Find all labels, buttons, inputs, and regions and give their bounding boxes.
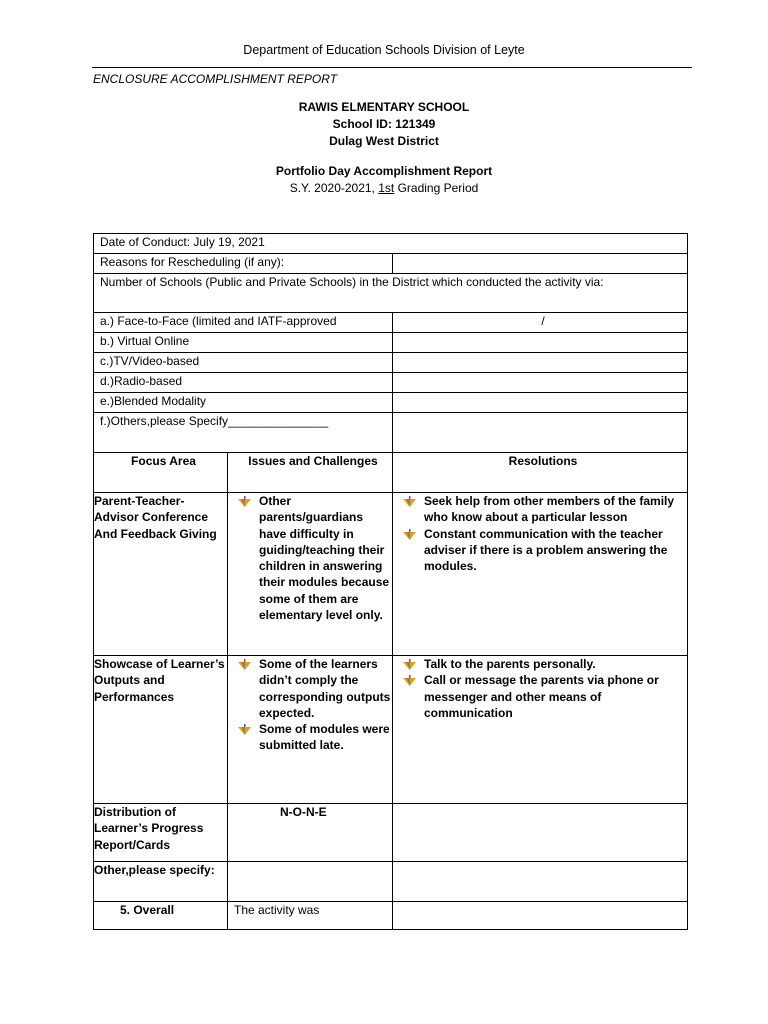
modality-label: b.) Virtual Online: [94, 333, 393, 353]
department-header: Department of Education Schools Division of Leyte: [243, 43, 525, 57]
resolutions-cell: [393, 862, 688, 902]
date-of-conduct: Date of Conduct: July 19, 2021: [94, 234, 688, 254]
resolutions-cell: [393, 902, 688, 930]
table-row: [94, 333, 688, 353]
report-title: Portfolio Day Accomplishment Report: [275, 164, 493, 178]
table-row: [94, 313, 688, 333]
table-row: [94, 274, 688, 313]
header-divider: [92, 67, 692, 68]
arrow-bullet-icon: [403, 529, 416, 540]
resolutions-cell: [393, 493, 688, 656]
issues-cell: [228, 656, 393, 804]
modality-label: a.) Face-to-Face (limited and IATF-approved: [94, 313, 393, 333]
modality-value: /: [393, 313, 688, 333]
arrow-bullet-icon: [403, 675, 416, 686]
school-id: School ID: 121349: [332, 117, 436, 131]
list-item: Talk to the parents personally.: [399, 656, 687, 672]
table-header-row: [94, 453, 688, 493]
arrow-bullet-icon: [403, 496, 416, 507]
table-row: [94, 353, 688, 373]
arrow-bullet-icon: [238, 659, 251, 670]
sy-prefix: S.Y. 2020-2021,: [289, 181, 379, 195]
list-item: Some of the learners didn’t comply the corresponding outputs expected.: [234, 656, 392, 721]
focus-area-cell: Showcase of Learner’s Outputs and Performances: [94, 656, 228, 804]
school-name: RAWIS ELMENTARY SCHOOL: [298, 100, 470, 114]
list-item: Constant communication with the teacher adviser if there is a problem answering the modules.: [399, 526, 687, 575]
list-item: Other parents/guardians have difficulty in guiding/teaching their children in answering their modules because some of them are elementary level only.: [234, 493, 392, 623]
modality-label: f.)Others,please Specify_______________: [94, 413, 393, 453]
modality-label: c.)TV/Video-based: [94, 353, 393, 373]
reasons-label: Reasons for Rescheduling (if any):: [94, 254, 393, 274]
school-district: Dulag West District: [329, 134, 439, 148]
modality-value: [393, 413, 688, 453]
issues-cell: [228, 493, 393, 656]
table-row: [94, 393, 688, 413]
list-item: Call or message the parents via phone or messenger and other means of communication: [399, 672, 687, 721]
modality-label: e.)Blended Modality: [94, 393, 393, 413]
resolutions-cell: [393, 804, 688, 862]
list-item: Some of modules were submitted late.: [234, 721, 392, 754]
school-block: [0, 99, 768, 150]
accomplishment-table: [93, 233, 688, 930]
table-row: [94, 413, 688, 453]
header-focus-area: Focus Area: [94, 453, 228, 493]
table-row: [94, 234, 688, 254]
num-schools-label: Number of Schools (Public and Private Schools) in the District which conducted the activity via:: [94, 274, 688, 313]
table-row: [94, 373, 688, 393]
table-row: [94, 493, 688, 656]
arrow-bullet-icon: [403, 659, 416, 670]
issues-cell: [228, 862, 393, 902]
modality-value: [393, 353, 688, 373]
focus-area-cell: Other,please specify:: [94, 862, 228, 902]
modality-value: [393, 393, 688, 413]
grading-ordinal: 1st: [378, 181, 395, 195]
table-row: [94, 254, 688, 274]
reasons-value: [393, 254, 688, 274]
list-item: Seek help from other members of the family who know about a particular lesson: [399, 493, 687, 526]
modality-label: d.)Radio-based: [94, 373, 393, 393]
modality-value: [393, 373, 688, 393]
issues-cell: The activity was: [228, 902, 393, 930]
arrow-bullet-icon: [238, 724, 251, 735]
report-title-block: [0, 163, 768, 197]
issues-cell: N-O-N-E: [228, 804, 393, 862]
table-row: [94, 804, 688, 862]
focus-area-cell: 5. Overall: [94, 902, 228, 930]
resolutions-cell: [393, 656, 688, 804]
school-year: [0, 180, 768, 197]
grading-suffix: Grading Period: [394, 181, 479, 195]
focus-area-cell: Parent-Teacher-Advisor Conference And Feedback Giving: [94, 493, 228, 656]
enclosure-label: ENCLOSURE ACCOMPLISHMENT REPORT: [93, 72, 338, 86]
focus-area-cell: Distribution of Learner’s Progress Report/Cards: [94, 804, 228, 862]
header-resolutions: Resolutions: [393, 453, 688, 493]
table-row: [94, 862, 688, 902]
table-row: [94, 902, 688, 930]
modality-value: [393, 333, 688, 353]
table-row: [94, 656, 688, 804]
header-issues: Issues and Challenges: [228, 453, 393, 493]
arrow-bullet-icon: [238, 496, 251, 507]
